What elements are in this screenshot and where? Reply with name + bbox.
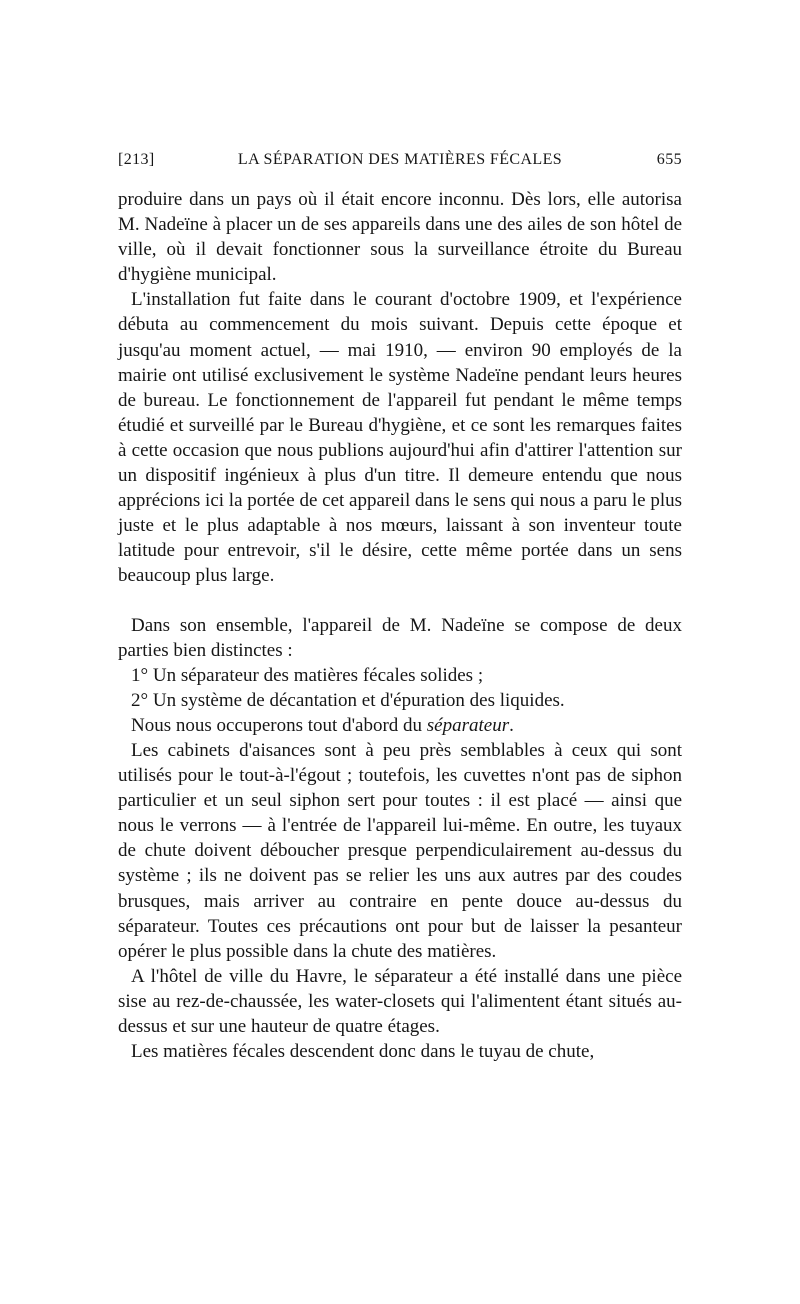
page-number: 655 [656,151,682,168]
paragraph-descent: Les matières fécales descendent donc dans le tuyau de chute, [131,1041,595,1063]
body-text [118,187,682,1064]
paragraph-cabinets: Les cabinets d'aisances sont à peu près semblables à ceux qui sont utilisés pour le tout-à-l'égout ; toutefois, les cuvettes n'ont pas de siphon particulier et un seul siphon sert pour toutes : il est placé — ainsi que nous le verrons — à l'entrée de l'appareil lui-même. En outre, les tuyaux de chute doivent déboucher presque perpendiculairement au-dessus du système ; ils ne doivent pas se relier les uns aux autres par des coudes brusques, mais arriver au contraire en pente douce au-dessus du séparateur. Toutes ces précautions ont pour but de laisser la pesanteur opérer le plus possible dans la chute des matières. [118,739,682,962]
running-head [118,151,682,173]
chapter-title: LA SÉPARATION DES MATIÈRES FÉCALES [237,151,563,168]
paragraph-ensemble: Dans son ensemble, l'appareil de M. Nadeïne se compose de deux parties bien distinctes : [118,614,682,661]
paragraph-continuation: produire dans un pays où il était encore inconnu. Dès lors, elle autorisa M. Nadeïne à placer un de ses appareils dans une des ailes de son hôtel de ville, où il devait fonctionner sous la surveillance étroite du Bureau d'hygiène municipal. [118,189,682,286]
intro-text: Nous nous occuperons tout d'abord du [131,714,427,736]
paragraph-installation: L'installation fut faite dans le courant d'octobre 1909, et l'expérience débuta au commencement du mois suivant. Depuis cette époque et jusqu'au moment actuel, — mai 1910, — environ 90 employés de la mairie ont utilisé exclusivement le système Nadeïne pendant leurs heures de bureau. Le fonctionnement de l'appareil fut pendant le même temps étudié et surveillé par le Bureau d'hygiène, et ce sont les remarques faites à cette occasion que nous publions aujourd'hui afin d'attirer l'attention sur un dispositif ingénieux à plus d'un titre. Il demeure entendu que nous apprécions ici la portée de cet appareil dans le sens qui nous a paru le plus juste et le plus adaptable à nos mœurs, laissant à son inventeur toute latitude pour entrevoir, s'il le désire, cette même portée dans un sens beaucoup plus large. [118,289,682,587]
paragraph-separator-intro [118,713,682,738]
intro-italic-term: séparateur [426,714,510,736]
paragraph-havre: A l'hôtel de ville du Havre, le séparateur a été installé dans une pièce sise au rez-de-chaussée, les water-closets qui l'alimentent étant situés au-dessus et sur une hauteur de quatre étages. [118,965,682,1037]
section-number: [213] [118,151,155,168]
list-item-decantation: 2° Un système de décantation et d'épuration des liquides. [131,689,565,711]
intro-period: . [509,714,514,736]
list-item-separator: 1° Un séparateur des matières fécales solides ; [131,664,484,686]
